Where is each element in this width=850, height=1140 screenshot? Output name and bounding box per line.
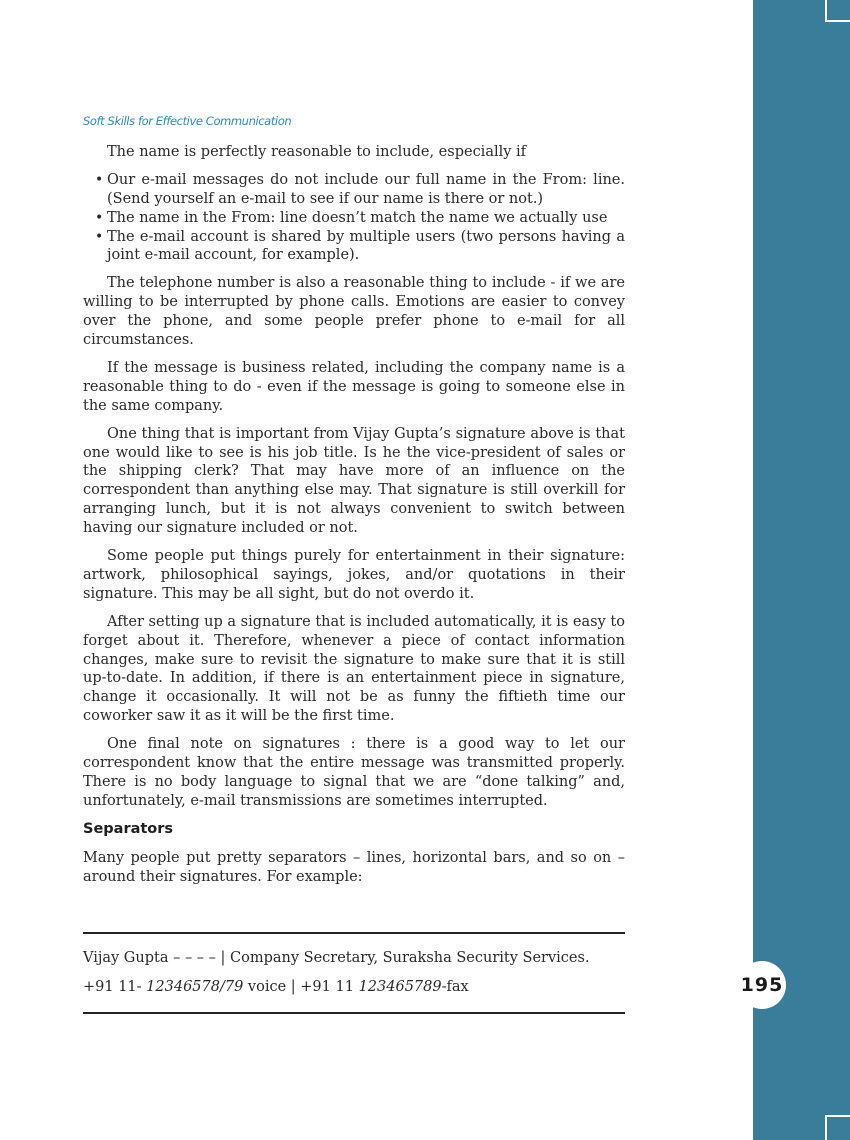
page-number: 195 [738,961,786,1009]
body-paragraph: One thing that is important from Vijay Gupta’s signature above is that one would like to see is his job title. Is he the vice-president of sales or the shipping clerk? That may have more of an influence on the correspondent than anything else may. That signature is still overkill for arranging lunch, but it is not always convenient to switch between having our signature included or not. [83,425,625,536]
list-item-text: The name in the From: line doesn’t match the name we actually use [107,209,608,226]
running-header: Soft Skills for Effective Communication [83,114,292,128]
list-item [83,228,625,266]
section-paragraph: Many people put pretty separators – lines, horizontal bars, and so on – around their signatures. For example: [83,849,625,885]
voice-label: voice | +91 11 [243,979,359,995]
bullet-icon: • [95,209,104,226]
intro-paragraph: The name is perfectly reasonable to include, especially if [107,144,527,160]
corner-mark-bottom [825,1115,850,1140]
body-paragraph: Some people put things purely for entertainment in their signature: artwork, philosophical sayings, jokes, and/or quotations in their signature. This may be all sight, but do not overdo it. [83,548,625,602]
separator-rule-bottom [83,1012,625,1014]
body-paragraph: The telephone number is also a reasonable thing to include - if we are willing to be interrupted by phone calls. Emotions are easier to convey over the phone, and some people prefer phone to e-mail for all circumstances. [83,275,625,348]
bullet-icon: • [95,228,104,245]
bullet-icon: • [95,172,104,189]
signature-line-1: Vijay Gupta – – – – | Company Secretary, Suraksha Security Services. [83,950,590,966]
list-item [83,209,625,228]
phone-number: 12346578/79 [146,979,244,995]
signature-line-2 [83,977,625,997]
body-paragraph: One final note on signatures : there is a good way to let our correspondent know that the entire message was transmitted properly. There is no body language to signal that we are “done talking” and, unfortunately, e-mail transmissions are sometimes interrupted. [83,736,625,809]
signature-example [83,932,625,1014]
phone-prefix: +91 11- [83,979,147,995]
page-body [83,143,625,896]
section-heading: Separators [83,821,174,837]
fax-number: 123465789 [358,979,442,995]
bullet-list [83,171,625,265]
corner-mark-top [825,0,850,22]
list-item-text: Our e-mail messages do not include our full name in the From: line. (Send yourself an e-mail to see if our name is there or not.) [107,172,625,208]
body-paragraph: After setting up a signature that is included automatically, it is easy to forget about it. Therefore, whenever a piece of contact information changes, make sure to revisit the signature to make sure that it is still up-to-date. In addition, if there is an entertainment piece in signature, change it occasionally. It will not be as funny the fiftieth time our coworker saw it as it will be the first time. [83,614,625,725]
separator-rule-top [83,932,625,934]
fax-label: -fax [441,979,469,995]
list-item-text: The e-mail account is shared by multiple users (two persons having a joint e-mail account, for example). [107,228,625,264]
body-paragraph: If the message is business related, including the company name is a reasonable thing to do - even if the message is going to someone else in the same company. [83,359,625,414]
list-item [83,171,625,209]
